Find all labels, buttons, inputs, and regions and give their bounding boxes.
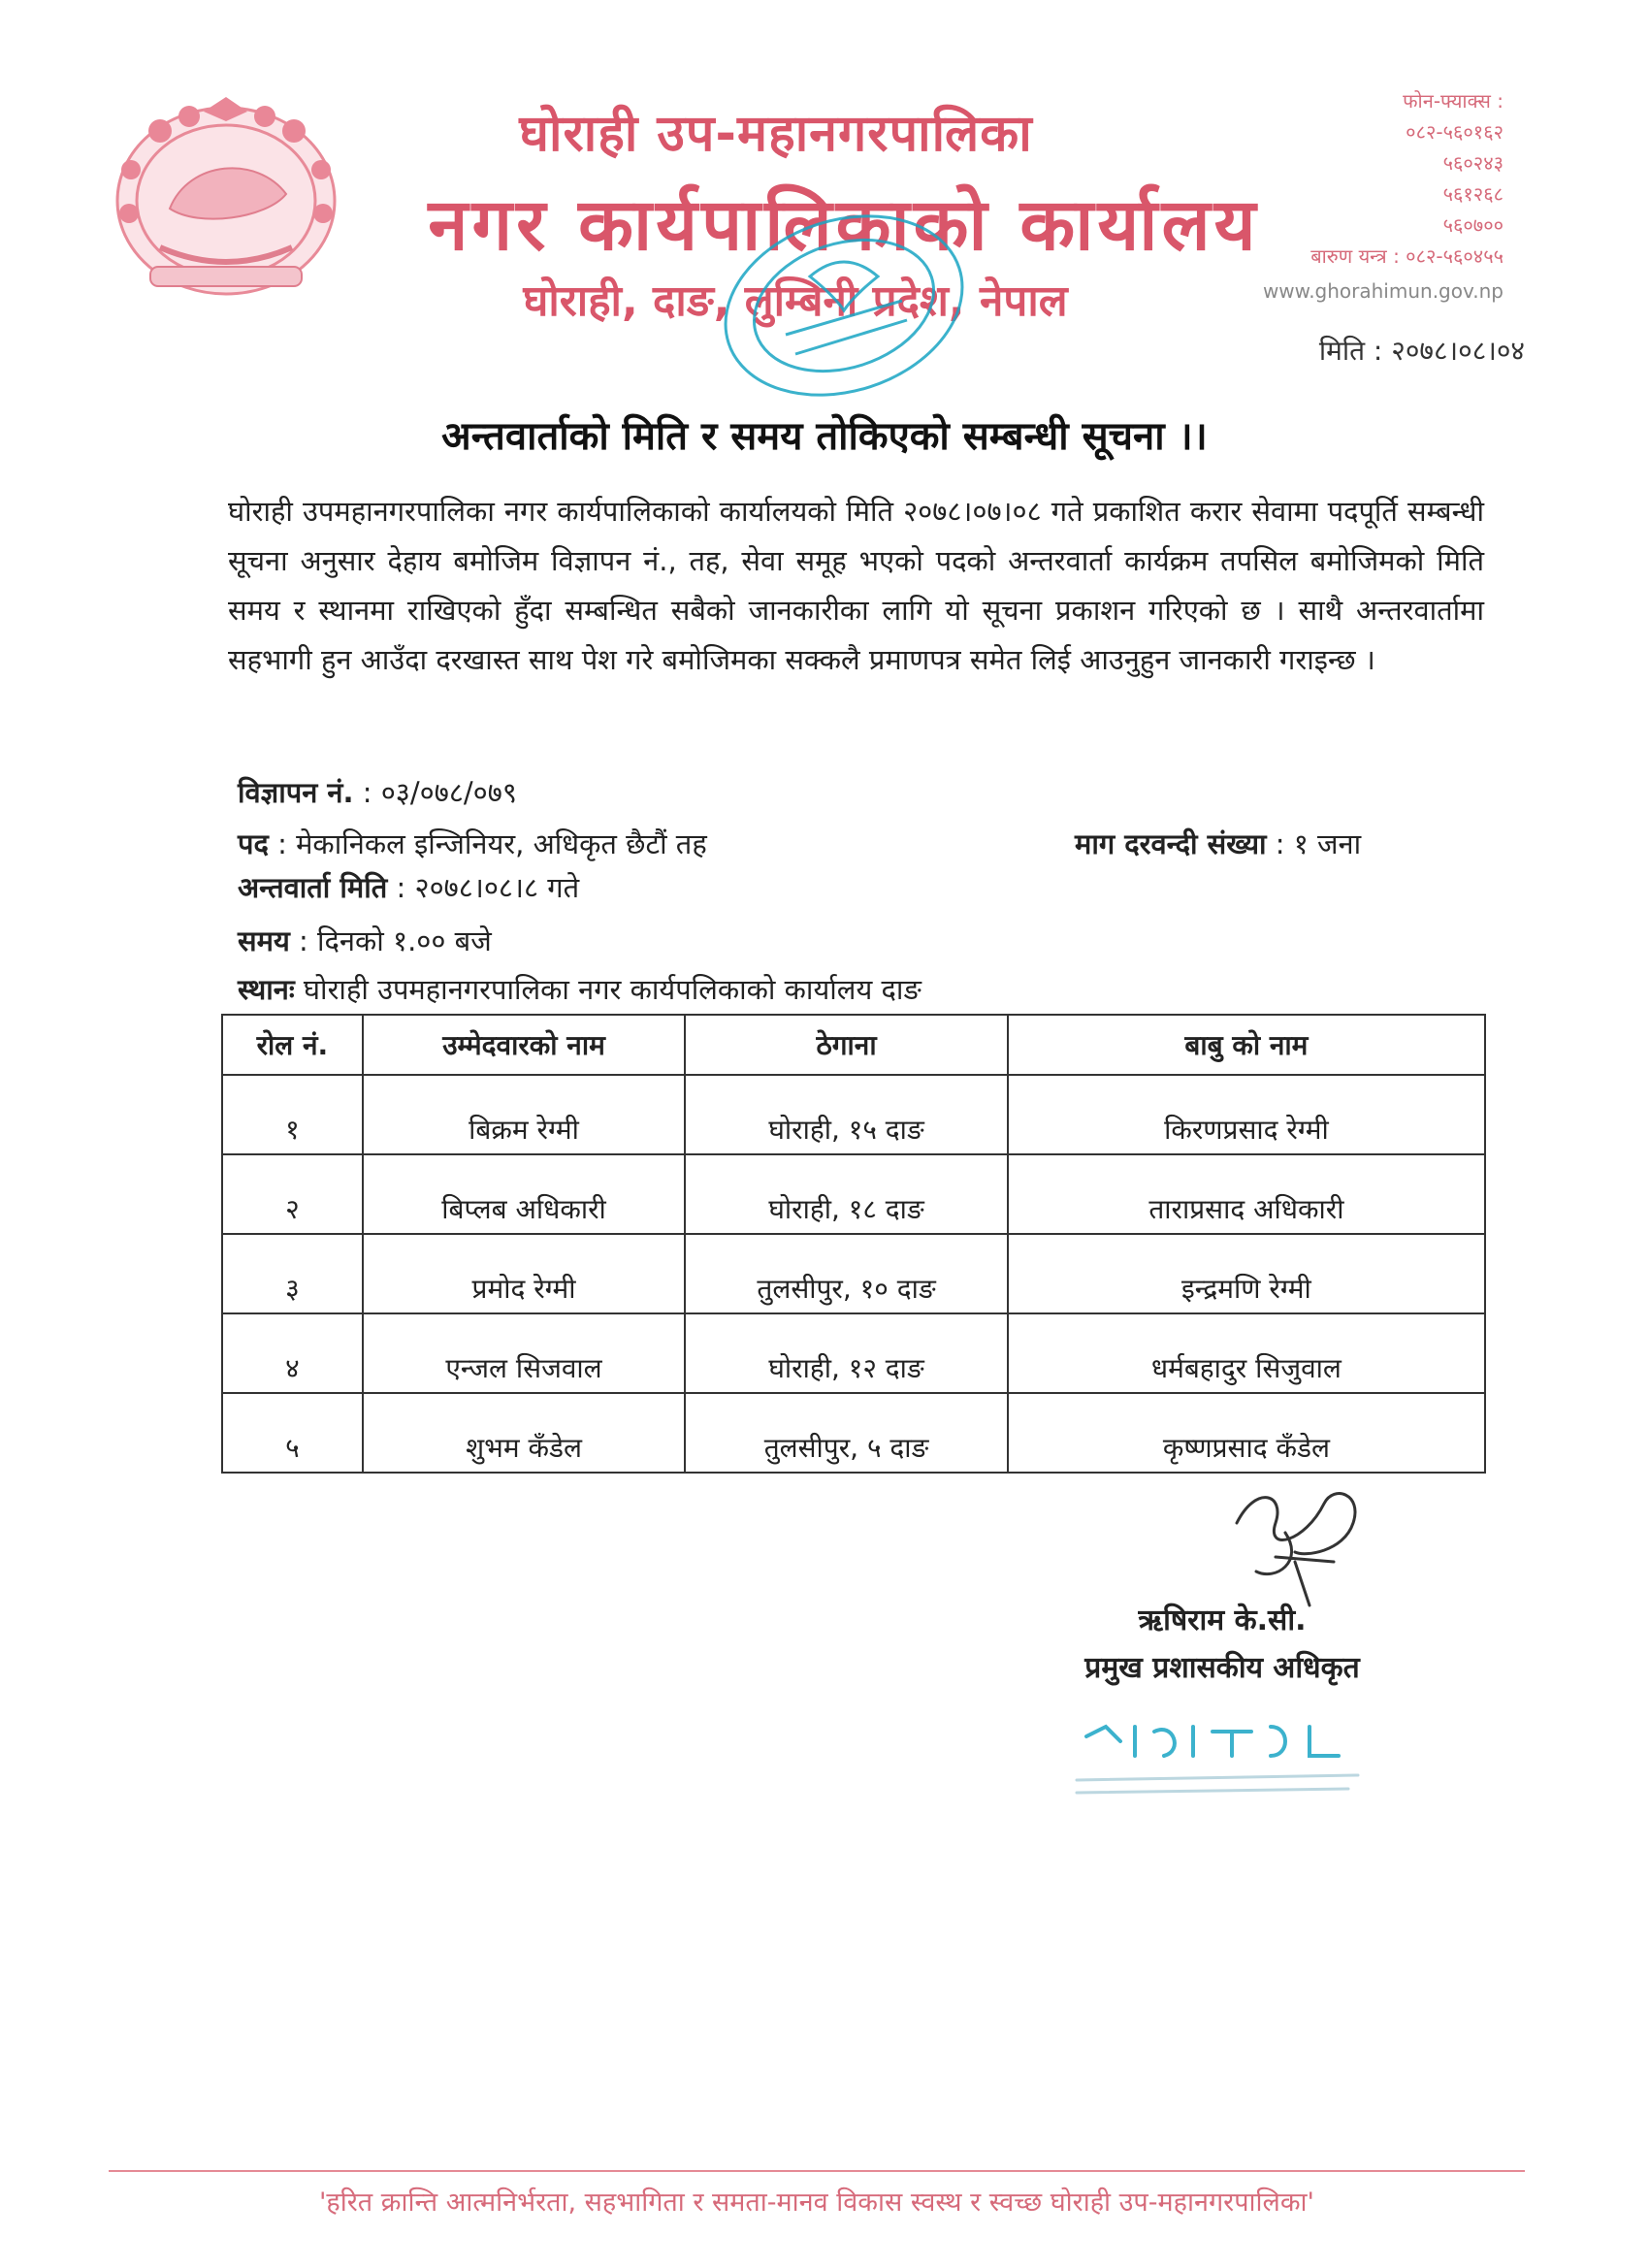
interview-date-label: अन्तवार्ता मिति <box>238 871 388 904</box>
phone-number: ५६०७०० <box>1442 213 1504 237</box>
phone-fax-label: फोन-फ्याक्स : <box>1403 89 1504 113</box>
table-row <box>222 1075 1485 1154</box>
signer-name: ऋषिराम के.सी. <box>1138 1604 1307 1637</box>
candidate-name-cell: बिक्रम रेग्मी <box>363 1075 686 1154</box>
demand-row <box>1075 825 1361 862</box>
interview-date-value: : २०७८।०८।८ गते <box>396 871 580 904</box>
roll-number-cell: ५ <box>222 1393 363 1473</box>
signer-title: प्रमुख प्रशासकीय अधिकृत <box>1084 1651 1360 1685</box>
contact-block <box>1193 85 1504 272</box>
time-row <box>238 922 492 959</box>
address-cell: तुलसीपुर, १० दाङ <box>685 1234 1007 1313</box>
table-row <box>222 1313 1485 1393</box>
municipality-name: घोराही उप-महानगरपालिका <box>519 105 1033 163</box>
place-label: स्थानः <box>238 973 295 1006</box>
candidate-table <box>221 1014 1486 1474</box>
candidate-name-cell: प्रमोद रेग्मी <box>363 1234 686 1313</box>
post-value: : मेकानिकल इन्जिनियर, अधिकृत छैटौं तह <box>277 827 707 860</box>
signature-icon <box>1217 1465 1382 1610</box>
candidate-name-cell: एन्जल सिजवाल <box>363 1313 686 1393</box>
ad-number-label: विज्ञापन नं. <box>238 776 354 809</box>
office-name: नगर कार्यपालिकाको कार्यालय <box>428 183 1260 267</box>
demand-value: : १ जना <box>1275 827 1362 860</box>
father-name-cell: धर्मबहादुर सिजुवाल <box>1008 1313 1485 1393</box>
father-name-cell: कृष्णप्रसाद कँडेल <box>1008 1393 1485 1473</box>
office-address: घोराही, दाङ, लुम्बिनी प्रदेश, नेपाल <box>523 276 1068 326</box>
roll-number-cell: १ <box>222 1075 363 1154</box>
table-header-row <box>222 1015 1485 1075</box>
date-label: मिति : <box>1318 335 1383 367</box>
address-cell: घोराही, १२ दाङ <box>685 1313 1007 1393</box>
notice-headline: अन्तवार्ताको मिति र समय तोकिएको सम्बन्धी सूचना ।। <box>441 414 1208 459</box>
roll-number-cell: ३ <box>222 1234 363 1313</box>
roll-number-cell: ४ <box>222 1313 363 1393</box>
phone-number: ५६१२६८ <box>1442 182 1504 206</box>
fire-service-number: बारुण यन्त्र : ०८२-५६०४५५ <box>1310 244 1504 268</box>
nepal-emblem-icon <box>102 92 349 306</box>
demand-label: माग दरवन्दी संख्या <box>1075 827 1267 860</box>
phone-number: ०८२-५६०१६२ <box>1406 120 1504 144</box>
table-row <box>222 1393 1485 1473</box>
phone-number: ५६०२४३ <box>1442 151 1504 175</box>
ad-number-value: : ०३/०७८/०७९ <box>362 776 517 809</box>
column-header: रोल नं. <box>222 1015 363 1075</box>
time-value: : दिनको १.०० बजे <box>299 924 492 957</box>
address-cell: तुलसीपुर, ५ दाङ <box>685 1393 1007 1473</box>
footer-slogan: 'हरित क्रान्ति आत्मनिर्भरता, सहभागिता र समता-मानव विकास स्वस्थ र स्वच्छ घोराही उप-महानगरपालिका' <box>319 2187 1314 2218</box>
place-row <box>238 970 922 1008</box>
notice-body: घोराही उपमहानगरपालिका नगर कार्यपालिकाको कार्यालयको मिति २०७८।०७।०८ गते प्रकाशित करार सेवामा पदपूर्ति सम्बन्धी सूचना अनुसार देहाय बमोजिम विज्ञापन नं., तह, सेवा समूह भएको पदको अन्तरवार्ता कार्यक्रम तपसिल बमोजिमको मिति समय र स्थानमा राखिएको हुँदा सम्बन्धित सबैको जानकारीका लागि यो सूचना प्रकाशन गरिएको छ । साथै अन्तरवार्तामा सहभागी हुन आउँदा दरखास्त साथ पेश गरे बमोजिमका सक्कलै प्रमाणपत्र समेत लिई आउनुहुन जानकारी गराइन्छ । <box>228 495 1484 676</box>
column-header: ठेगाना <box>685 1015 1007 1075</box>
notice-date <box>1164 332 1525 369</box>
father-name-cell: किरणप्रसाद रेग्मी <box>1008 1075 1485 1154</box>
address-cell: घोराही, १८ दाङ <box>685 1154 1007 1234</box>
table-row <box>222 1154 1485 1234</box>
website-link[interactable]: www.ghorahimun.gov.np <box>1262 279 1504 303</box>
father-name-cell: इन्द्रमणि रेग्मी <box>1008 1234 1485 1313</box>
candidate-name-cell: बिप्लब अधिकारी <box>363 1154 686 1234</box>
office-stamp-icon <box>698 209 980 407</box>
roll-number-cell: २ <box>222 1154 363 1234</box>
time-label: समय <box>238 924 290 957</box>
date-value: २०७८।०८।०४ <box>1391 335 1525 367</box>
address-cell: घोराही, १५ दाङ <box>685 1075 1007 1154</box>
interview-date-row <box>238 868 579 906</box>
father-name-cell: ताराप्रसाद अधिकारी <box>1008 1154 1485 1234</box>
name-stamp-icon <box>1067 1707 1377 1804</box>
ad-number-row <box>238 773 517 811</box>
column-header: बाबु को नाम <box>1008 1015 1485 1075</box>
table-row <box>222 1234 1485 1313</box>
footer-divider <box>109 2170 1525 2172</box>
place-value: घोराही उपमहानगरपालिका नगर कार्यपलिकाको कार्यालय दाङ <box>303 973 922 1006</box>
candidate-name-cell: शुभम कँडेल <box>363 1393 686 1473</box>
post-label: पद <box>238 827 269 860</box>
post-row <box>238 825 707 862</box>
column-header: उम्मेदवारको नाम <box>363 1015 686 1075</box>
